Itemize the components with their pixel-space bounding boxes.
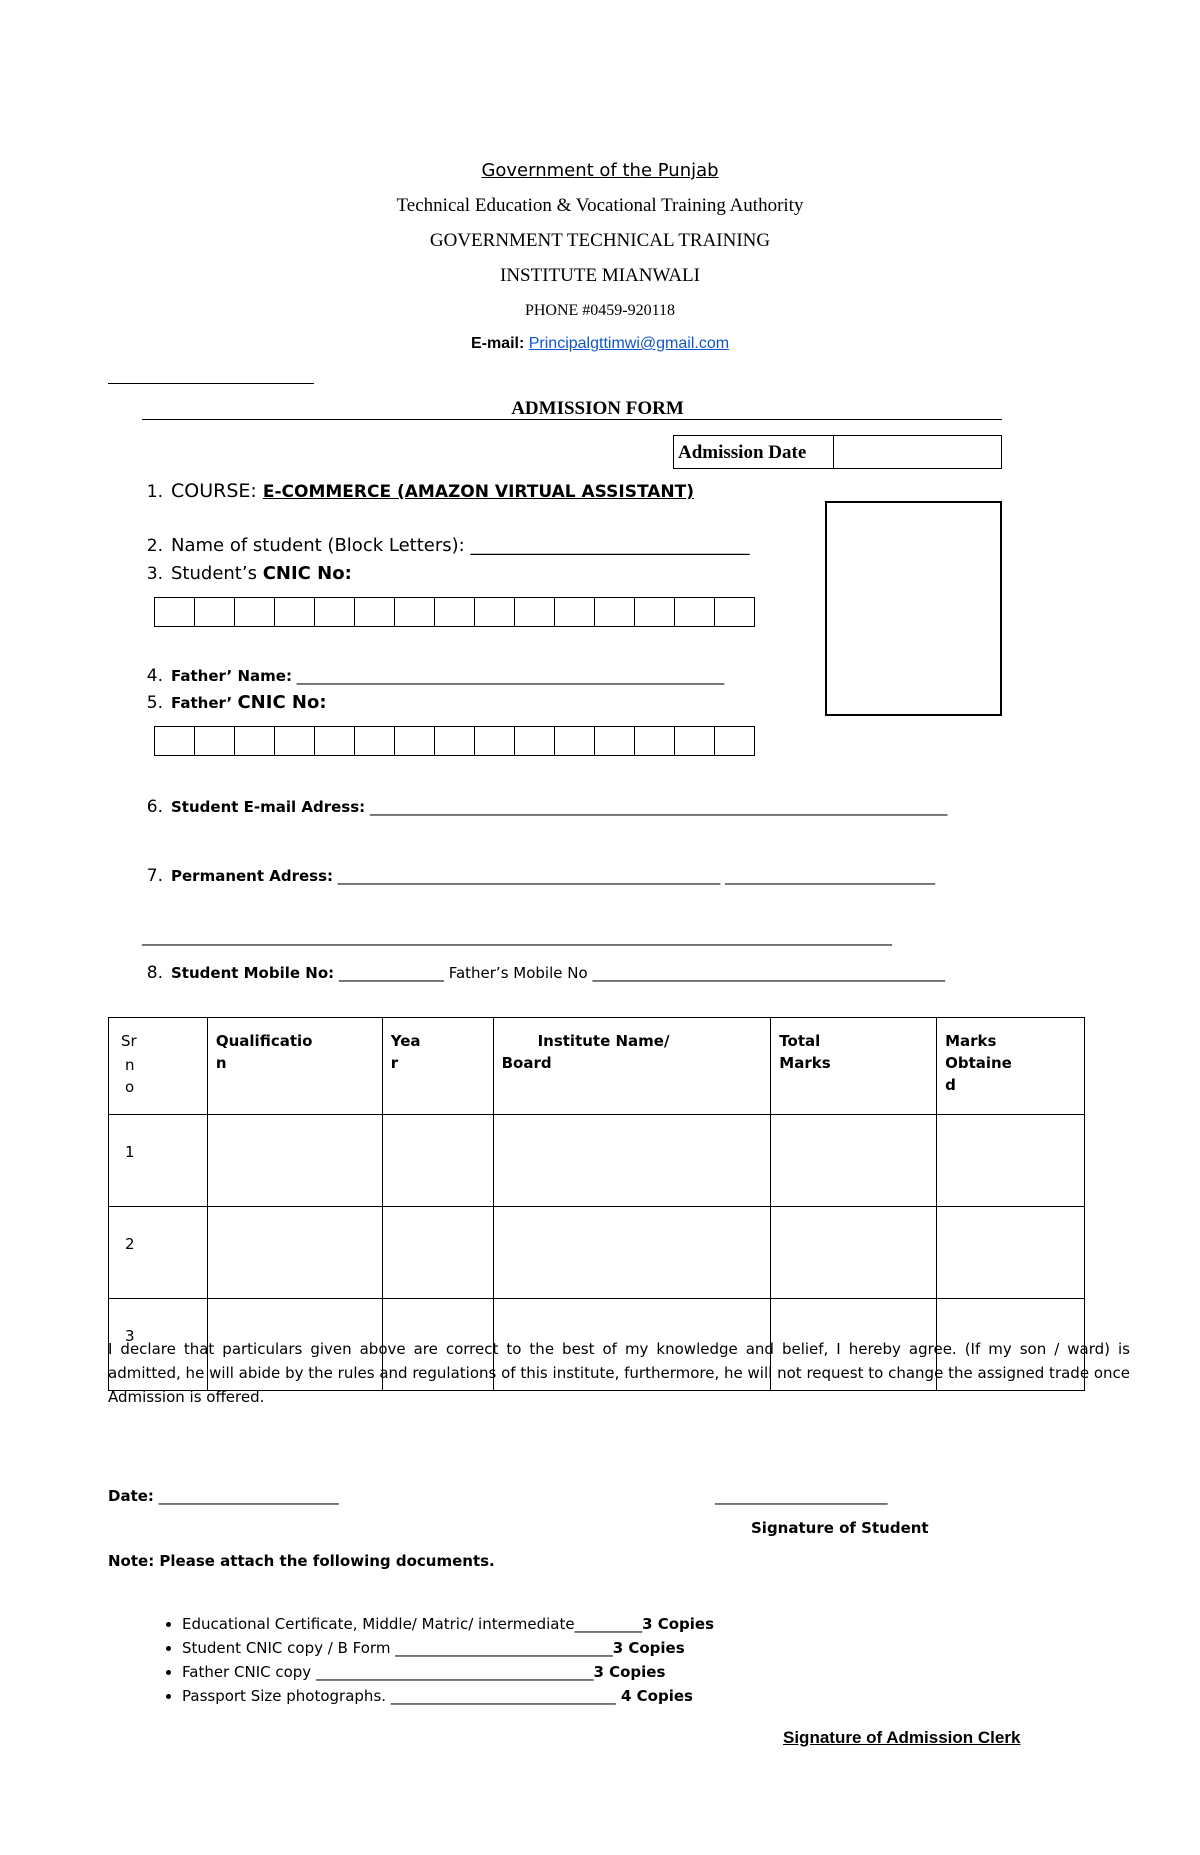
student-signature-line[interactable]: _______________________ xyxy=(715,1487,888,1505)
table-row xyxy=(109,1115,1085,1207)
documents-list xyxy=(160,1612,714,1708)
table-cell[interactable] xyxy=(493,1207,771,1299)
doc-copies: 3 Copies xyxy=(642,1615,715,1633)
student-name-blank[interactable]: _______________________________ xyxy=(470,535,750,556)
field-permanent-address[interactable] xyxy=(135,866,935,886)
table-cell[interactable] xyxy=(937,1207,1085,1299)
list-item xyxy=(182,1660,714,1684)
col-qualification: Qualificatio n xyxy=(207,1018,382,1115)
table-cell[interactable] xyxy=(771,1207,937,1299)
student-mobile-blank[interactable]: ______________ xyxy=(338,964,444,982)
col-year: Yea r xyxy=(382,1018,493,1115)
father-cnic-boxes[interactable] xyxy=(155,726,755,756)
student-cnic-label: Student’s xyxy=(171,563,263,584)
field-number: 3. xyxy=(146,564,163,584)
father-name-label: Father’ Name: xyxy=(171,667,292,685)
doc-text: Educational Certificate, Middle/ Matric/ intermediate xyxy=(182,1615,575,1633)
table-cell[interactable] xyxy=(771,1115,937,1207)
admission-date-box xyxy=(673,435,1002,469)
field-number: 8. xyxy=(146,963,163,983)
sr-cell: 2 xyxy=(109,1207,208,1299)
table-cell[interactable] xyxy=(382,1115,493,1207)
field-student-cnic xyxy=(135,563,352,584)
father-cnic-label-bold: CNIC No: xyxy=(237,692,327,713)
table-cell[interactable] xyxy=(382,1207,493,1299)
col-total-marks: Total Marks xyxy=(771,1018,937,1115)
col-sr-no: Sr n o xyxy=(109,1018,208,1115)
field-number: 2. xyxy=(146,536,163,556)
email-line xyxy=(0,335,1200,353)
clerk-signature-label: Signature of Admission Clerk xyxy=(783,1728,1021,1747)
doc-blank: _________ xyxy=(574,1615,643,1633)
doc-text: Passport Size photographs. xyxy=(182,1687,391,1705)
form-title: ADMISSION FORM xyxy=(511,398,684,419)
table-cell[interactable] xyxy=(493,1115,771,1207)
table-row xyxy=(109,1207,1085,1299)
doc-copies: 4 Copies xyxy=(615,1687,693,1705)
address-label: Permanent Adress: xyxy=(171,867,334,885)
gov-title: Government of the Punjab xyxy=(481,160,719,181)
note-text: Note: Please attach the following documents. xyxy=(108,1552,495,1570)
field-number: 7. xyxy=(146,866,163,886)
student-mobile-label: Student Mobile No: xyxy=(171,964,335,982)
authority-title: Technical Education & Vocational Training Authority xyxy=(396,195,804,216)
list-item xyxy=(182,1684,714,1708)
doc-text: Student CNIC copy / B Form xyxy=(182,1639,396,1657)
doc-blank: _____________________________ xyxy=(395,1639,613,1657)
address-blank[interactable]: ___________________________________________________ ____________________________ xyxy=(337,867,936,885)
table-cell[interactable] xyxy=(207,1207,382,1299)
field-student-email[interactable] xyxy=(135,797,947,817)
date-line[interactable] xyxy=(108,1487,339,1505)
email-label: E-mail: xyxy=(470,335,525,352)
doc-blank: _____________________________________ xyxy=(315,1663,594,1681)
course-label: COURSE: xyxy=(171,480,257,502)
student-email-label: Student E-mail Adress: xyxy=(171,798,366,816)
address-continuation[interactable]: ____________________________________________________________________________________________________ xyxy=(142,928,892,946)
photo-box xyxy=(825,501,1002,716)
student-signature-label: Signature of Student xyxy=(751,1519,929,1537)
institute-line1: GOVERNMENT TECHNICAL TRAINING xyxy=(429,230,771,251)
father-cnic-label: Father’ xyxy=(171,694,238,712)
father-name-blank[interactable]: _________________________________________________________ xyxy=(296,667,725,685)
table-cell[interactable] xyxy=(207,1115,382,1207)
declaration-text: I declare that particulars given above are correct to the best of my knowledge and belief, I hereby agree. (If my son / ward) is admitted, he will abide by the rules and regulations of this institute, furthermore, he will not request to change the assigned trade once Admission is offered. xyxy=(108,1340,1130,1406)
sr-cell: 1 xyxy=(109,1115,208,1207)
course-value: E-COMMERCE (AMAZON VIRTUAL ASSISTANT) xyxy=(262,482,694,502)
field-father-name[interactable] xyxy=(135,666,724,686)
qualification-table xyxy=(108,1017,1085,1391)
doc-copies: 3 Copies xyxy=(593,1663,666,1681)
divider-short xyxy=(108,383,314,384)
sr-cell: 3 xyxy=(109,1299,208,1391)
student-cnic-boxes[interactable] xyxy=(155,597,755,627)
list-item xyxy=(182,1636,714,1660)
admission-date-field[interactable] xyxy=(834,436,1001,468)
col-institute: Institute Name/ Board xyxy=(493,1018,771,1115)
doc-copies: 3 Copies xyxy=(612,1639,685,1657)
father-mobile-label: Father’s Mobile No xyxy=(448,964,588,982)
field-number: 5. xyxy=(146,693,163,713)
phone: PHONE #0459-920118 xyxy=(524,302,676,319)
field-student-name[interactable] xyxy=(135,535,749,556)
email-link[interactable]: Principalgttimwi@gmail.com xyxy=(528,335,730,352)
field-mobile[interactable] xyxy=(135,963,945,983)
doc-text: Father CNIC copy xyxy=(182,1663,316,1681)
student-name-label: Name of student (Block Letters): xyxy=(171,535,465,556)
father-mobile-blank[interactable]: _______________________________________________ xyxy=(592,964,945,982)
table-header-row xyxy=(109,1018,1085,1115)
date-blank[interactable]: ________________________ xyxy=(158,1487,339,1505)
field-number: 1. xyxy=(146,482,163,502)
field-father-cnic xyxy=(135,692,327,713)
col-marks-obtained: Marks Obtaine d xyxy=(937,1018,1085,1115)
institute-line2: INSTITUTE MIANWALI xyxy=(500,265,700,286)
table-cell[interactable] xyxy=(937,1115,1085,1207)
doc-blank: ______________________________ xyxy=(390,1687,616,1705)
list-item xyxy=(182,1612,714,1636)
field-course xyxy=(135,480,694,502)
admission-date-label: Admission Date xyxy=(674,436,834,468)
field-number: 6. xyxy=(146,797,163,817)
student-cnic-label-bold: CNIC No: xyxy=(262,563,352,584)
date-label: Date: xyxy=(108,1487,154,1505)
field-number: 4. xyxy=(146,666,163,686)
student-email-blank[interactable]: _____________________________________________________________________________ xyxy=(369,798,948,816)
